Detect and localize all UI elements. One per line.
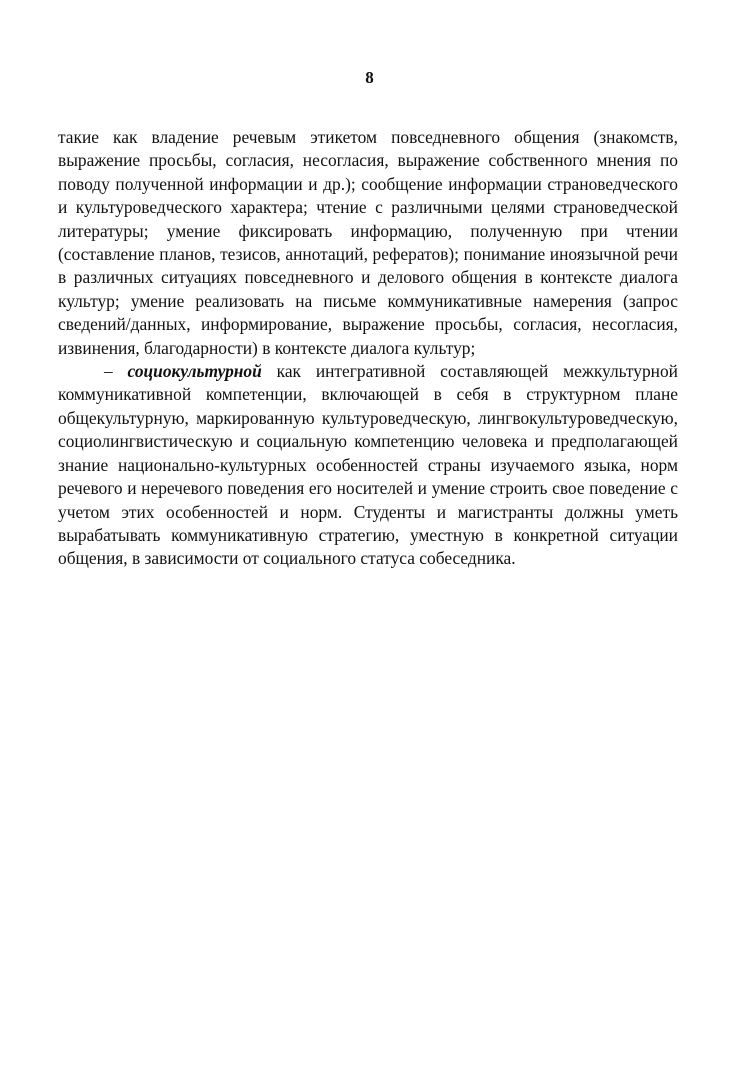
paragraph-dash: –: [104, 361, 128, 382]
page-number: 8: [365, 68, 374, 87]
emphasized-term: социокультурной: [127, 361, 262, 382]
body-text: [58, 126, 678, 571]
paragraph-sociocultural: [58, 360, 678, 571]
paragraph-text: такие как владение речевым этикетом повседневного общения (знакомств, выражение просьбы, согласия, несогласия, выражение собственного мнения по поводу полученной информации и др.); сообщение информации страноведческого и культуроведческого характера; чтение с различными целями страноведческой литературы; умение фиксировать информацию, полученную при чтении (составление планов, тезисов, аннотаций, рефератов); понимание иноязычной речи в различных ситуациях повседневного и делового общения в контексте диалога культур; умение реализовать на письме коммуникативные намерения (запрос сведений/данных, информирование, выражение просьбы, согласия, несогласия, извинения, благодарности) в контексте диалога культур;: [58, 127, 678, 358]
paragraph-competencies-list: [58, 126, 678, 360]
paragraph-text: как интегративной составляющей межкультурной коммуникативной компетенции, включающей в себя в структурном плане общекультурную, маркированную культуроведческую, лингвокультуроведческую, социолингвистическую и социальную компетенцию человека и предполагающей знание национально-культурных особенностей страны изучаемого языка, норм речевого и неречевого поведения его носителей и умение строить свое поведение с учетом этих особенностей и норм. Студенты и магистранты должны уметь вырабатывать коммуникативную стратегию, уместную в конкретной ситуации общения, в зависимости от социального статуса собеседника.: [58, 361, 678, 569]
